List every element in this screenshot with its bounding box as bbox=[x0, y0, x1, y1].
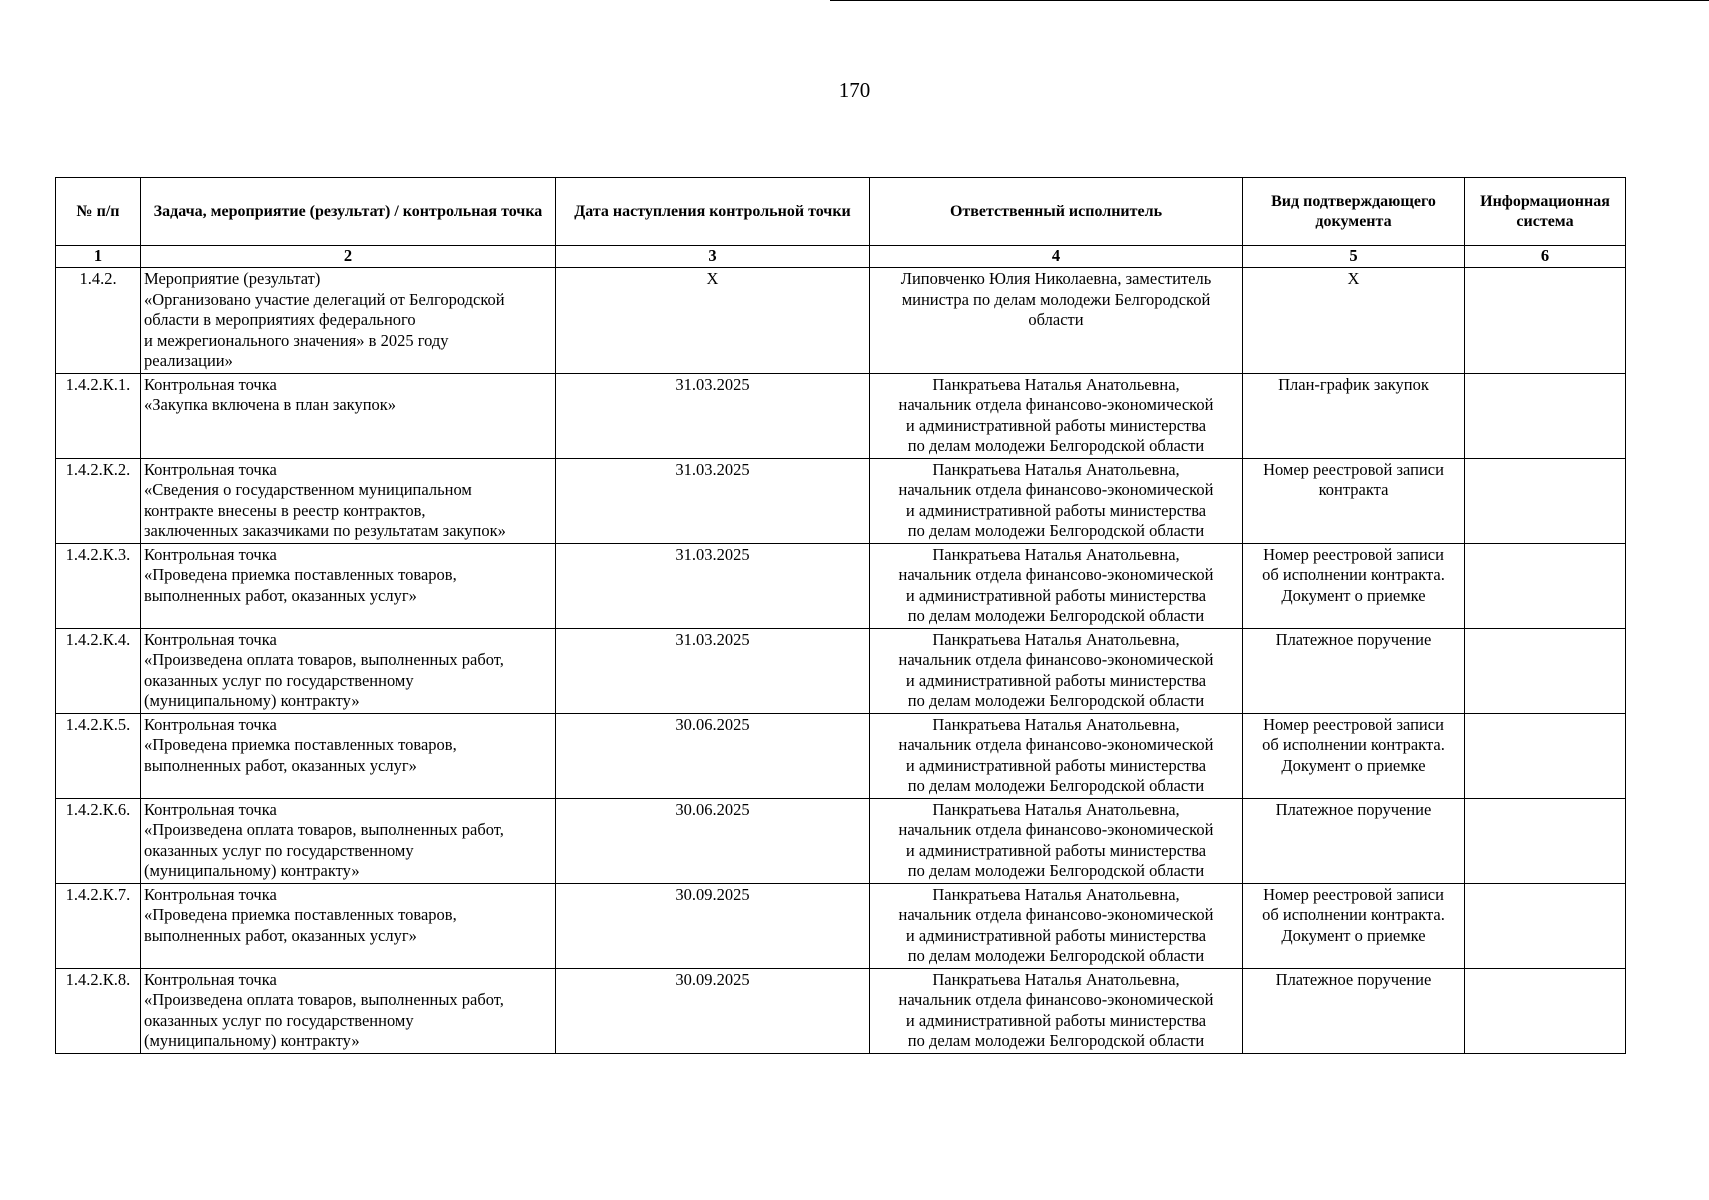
date-cell: 30.09.2025 bbox=[556, 883, 870, 968]
responsible-text-line: по делам молодежи Белгородской области bbox=[907, 1031, 1205, 1050]
date-cell: 30.06.2025 bbox=[556, 713, 870, 798]
responsible-text-line: Липовченко Юлия Николаевна, заместитель bbox=[900, 269, 1212, 288]
doc-text-line: Платежное поручение bbox=[1275, 799, 1432, 819]
task-text-line: Контрольная точка bbox=[144, 714, 277, 734]
task-text-line: «Проведена приемка поставленных товаров, bbox=[144, 565, 457, 584]
table-row bbox=[56, 373, 1626, 458]
task-text-line: Контрольная точка bbox=[144, 629, 277, 649]
task-text-line: (муниципальному) контракту» bbox=[144, 691, 360, 710]
task-cell bbox=[141, 883, 556, 968]
column-number: 5 bbox=[1243, 246, 1465, 268]
table-row bbox=[56, 458, 1626, 543]
responsible-text-line: по делам молодежи Белгородской области bbox=[907, 946, 1205, 965]
task-cell bbox=[141, 968, 556, 1053]
task-text-line: оказанных услуг по государственному bbox=[144, 840, 414, 860]
doc-text-line: Платежное поручение bbox=[1275, 629, 1432, 649]
doc-type-cell bbox=[1243, 713, 1465, 798]
responsible-cell bbox=[870, 628, 1243, 713]
responsible-text-line: по делам молодежи Белгородской области bbox=[907, 521, 1205, 540]
table-row bbox=[56, 543, 1626, 628]
responsible-text-line: Панкратьева Наталья Анатольевна, bbox=[932, 969, 1180, 989]
responsible-text-line: и административной работы министерства bbox=[905, 415, 1207, 435]
responsible-text-line: начальник отдела финансово-экономической bbox=[898, 395, 1214, 414]
row-number: 1.4.2.К.3. bbox=[56, 543, 141, 628]
header-date: Дата наступления контрольной точки bbox=[556, 178, 870, 246]
responsible-text-line: начальник отдела финансово-экономической bbox=[898, 990, 1214, 1009]
doc-text-line: об исполнении контракта. bbox=[1262, 905, 1445, 924]
responsible-text-line: Панкратьева Наталья Анатольевна, bbox=[932, 629, 1180, 649]
task-cell bbox=[141, 713, 556, 798]
row-number: 1.4.2.К.4. bbox=[56, 628, 141, 713]
responsible-text-line: Панкратьева Наталья Анатольевна, bbox=[932, 714, 1180, 734]
header-doc-type: Вид подтверждающего документа bbox=[1243, 178, 1465, 246]
date-cell: 31.03.2025 bbox=[556, 628, 870, 713]
task-text-line: Контрольная точка bbox=[144, 544, 277, 564]
row-number: 1.4.2.К.2. bbox=[56, 458, 141, 543]
column-number: 1 bbox=[56, 246, 141, 268]
responsible-cell bbox=[870, 968, 1243, 1053]
doc-type-cell bbox=[1243, 968, 1465, 1053]
task-text-line: «Сведения о государственном муниципальном bbox=[144, 480, 472, 499]
table-row bbox=[56, 883, 1626, 968]
doc-text-line: Номер реестровой записи bbox=[1263, 714, 1444, 734]
task-text-line: «Организовано участие делегаций от Белгородской bbox=[144, 289, 505, 309]
responsible-text-line: по делам молодежи Белгородской области bbox=[907, 861, 1205, 880]
header-info-system: Информационная система bbox=[1465, 178, 1626, 246]
date-cell: 31.03.2025 bbox=[556, 458, 870, 543]
responsible-text-line: начальник отдела финансово-экономической bbox=[898, 905, 1214, 924]
task-text-line: реализации» bbox=[144, 351, 233, 370]
task-text-line: Контрольная точка bbox=[144, 459, 277, 479]
control-points-table bbox=[55, 177, 1626, 1054]
task-text-line: «Проведена приемка поставленных товаров, bbox=[144, 735, 457, 754]
table-row bbox=[56, 798, 1626, 883]
header-task: Задача, мероприятие (результат) / контрольная точка bbox=[141, 178, 556, 246]
responsible-text-line: по делам молодежи Белгородской области bbox=[907, 606, 1205, 625]
task-text-line: «Произведена оплата товаров, выполненных работ, bbox=[144, 990, 504, 1009]
row-number: 1.4.2.К.7. bbox=[56, 883, 141, 968]
responsible-text-line: Панкратьева Наталья Анатольевна, bbox=[932, 799, 1180, 819]
info-system-cell bbox=[1465, 968, 1626, 1053]
row-number: 1.4.2.К.5. bbox=[56, 713, 141, 798]
responsible-cell bbox=[870, 883, 1243, 968]
responsible-cell bbox=[870, 373, 1243, 458]
date-cell: 30.06.2025 bbox=[556, 798, 870, 883]
task-text-line: «Произведена оплата товаров, выполненных работ, bbox=[144, 650, 504, 669]
info-system-cell bbox=[1465, 543, 1626, 628]
info-system-cell bbox=[1465, 713, 1626, 798]
doc-text-line: Номер реестровой записи bbox=[1263, 459, 1444, 479]
doc-type-cell bbox=[1243, 628, 1465, 713]
responsible-cell bbox=[870, 268, 1243, 374]
doc-text-line: об исполнении контракта. bbox=[1262, 565, 1445, 584]
task-text-line: (муниципальному) контракту» bbox=[144, 861, 360, 880]
info-system-cell bbox=[1465, 373, 1626, 458]
task-text-line: Контрольная точка bbox=[144, 374, 277, 394]
doc-text-line: Номер реестровой записи bbox=[1263, 544, 1444, 564]
table-row bbox=[56, 268, 1626, 374]
task-cell bbox=[141, 543, 556, 628]
responsible-text-line: области bbox=[1028, 310, 1084, 329]
info-system-cell bbox=[1465, 268, 1626, 374]
info-system-cell bbox=[1465, 798, 1626, 883]
header-num: № п/п bbox=[56, 178, 141, 246]
responsible-text-line: и административной работы министерства bbox=[905, 500, 1207, 520]
task-cell bbox=[141, 373, 556, 458]
responsible-cell bbox=[870, 798, 1243, 883]
responsible-text-line: и административной работы министерства bbox=[905, 670, 1207, 690]
doc-text-line: Платежное поручение bbox=[1275, 969, 1432, 989]
task-text-line: выполненных работ, оказанных услуг» bbox=[144, 755, 417, 775]
doc-type-cell: Х bbox=[1243, 268, 1465, 374]
doc-type-cell bbox=[1243, 458, 1465, 543]
responsible-text-line: начальник отдела финансово-экономической bbox=[898, 735, 1214, 754]
task-text-line: Контрольная точка bbox=[144, 799, 277, 819]
doc-type-cell bbox=[1243, 373, 1465, 458]
responsible-cell bbox=[870, 458, 1243, 543]
responsible-text-line: начальник отдела финансово-экономической bbox=[898, 480, 1214, 499]
column-number: 6 bbox=[1465, 246, 1626, 268]
task-cell bbox=[141, 458, 556, 543]
row-number: 1.4.2. bbox=[56, 268, 141, 374]
table-row bbox=[56, 628, 1626, 713]
info-system-cell bbox=[1465, 883, 1626, 968]
doc-text-line: План-график закупок bbox=[1278, 374, 1429, 394]
doc-text-line: Документ о приемке bbox=[1281, 925, 1426, 945]
table-row bbox=[56, 713, 1626, 798]
task-text-line: «Произведена оплата товаров, выполненных работ, bbox=[144, 820, 504, 839]
task-text-line: оказанных услуг по государственному bbox=[144, 670, 414, 690]
date-cell: 31.03.2025 bbox=[556, 543, 870, 628]
table-row bbox=[56, 968, 1626, 1053]
responsible-text-line: и административной работы министерства bbox=[905, 585, 1207, 605]
responsible-cell bbox=[870, 543, 1243, 628]
page-number: 170 bbox=[838, 78, 871, 102]
info-system-cell bbox=[1465, 628, 1626, 713]
doc-text-line: об исполнении контракта. bbox=[1262, 735, 1445, 754]
responsible-text-line: по делам молодежи Белгородской области bbox=[907, 436, 1205, 455]
task-cell bbox=[141, 628, 556, 713]
responsible-text-line: и административной работы министерства bbox=[905, 840, 1207, 860]
column-number-row bbox=[56, 246, 1626, 268]
doc-text-line: контракта bbox=[1318, 480, 1389, 499]
doc-type-cell bbox=[1243, 883, 1465, 968]
row-number: 1.4.2.К.8. bbox=[56, 968, 141, 1053]
task-text-line: (муниципальному) контракту» bbox=[144, 1031, 360, 1050]
responsible-text-line: начальник отдела финансово-экономической bbox=[898, 820, 1214, 839]
responsible-text-line: министра по делам молодежи Белгородской bbox=[901, 289, 1211, 309]
responsible-text-line: и административной работы министерства bbox=[905, 755, 1207, 775]
table-body bbox=[56, 268, 1626, 1054]
header-responsible: Ответственный исполнитель bbox=[870, 178, 1243, 246]
responsible-text-line: и административной работы министерства bbox=[905, 925, 1207, 945]
responsible-text-line: Панкратьева Наталья Анатольевна, bbox=[932, 544, 1180, 564]
task-text-line: выполненных работ, оказанных услуг» bbox=[144, 585, 417, 605]
task-text-line: контракте внесены в реестр контрактов, bbox=[144, 500, 426, 520]
responsible-cell bbox=[870, 713, 1243, 798]
responsible-text-line: Панкратьева Наталья Анатольевна, bbox=[932, 459, 1180, 479]
column-number: 2 bbox=[141, 246, 556, 268]
row-number: 1.4.2.К.1. bbox=[56, 373, 141, 458]
responsible-text-line: начальник отдела финансово-экономической bbox=[898, 650, 1214, 669]
task-cell bbox=[141, 268, 556, 374]
task-text-line: «Проведена приемка поставленных товаров, bbox=[144, 905, 457, 924]
doc-text-line: Документ о приемке bbox=[1281, 585, 1426, 605]
table-header-row bbox=[56, 178, 1626, 246]
row-number: 1.4.2.К.6. bbox=[56, 798, 141, 883]
doc-type-cell bbox=[1243, 798, 1465, 883]
responsible-text-line: Панкратьева Наталья Анатольевна, bbox=[932, 884, 1180, 904]
responsible-text-line: начальник отдела финансово-экономической bbox=[898, 565, 1214, 584]
task-text-line: Контрольная точка bbox=[144, 969, 277, 989]
task-text-line: оказанных услуг по государственному bbox=[144, 1010, 414, 1030]
responsible-text-line: по делам молодежи Белгородской области bbox=[907, 691, 1205, 710]
date-cell: 30.09.2025 bbox=[556, 968, 870, 1053]
doc-type-cell bbox=[1243, 543, 1465, 628]
responsible-text-line: Панкратьева Наталья Анатольевна, bbox=[932, 374, 1180, 394]
doc-text-line: Документ о приемке bbox=[1281, 755, 1426, 775]
task-text-line: области в мероприятиях федерального bbox=[144, 310, 416, 329]
column-number: 4 bbox=[870, 246, 1243, 268]
task-text-line: выполненных работ, оказанных услуг» bbox=[144, 925, 417, 945]
info-system-cell bbox=[1465, 458, 1626, 543]
date-cell: 31.03.2025 bbox=[556, 373, 870, 458]
responsible-text-line: по делам молодежи Белгородской области bbox=[907, 776, 1205, 795]
responsible-text-line: и административной работы министерства bbox=[905, 1010, 1207, 1030]
top-border-line bbox=[830, 0, 1709, 1]
task-text-line: Контрольная точка bbox=[144, 884, 277, 904]
task-text-line: Мероприятие (результат) bbox=[144, 269, 321, 288]
task-cell bbox=[141, 798, 556, 883]
date-cell: Х bbox=[556, 268, 870, 374]
column-number: 3 bbox=[556, 246, 870, 268]
task-text-line: заключенных заказчиками по результатам закупок» bbox=[144, 521, 506, 540]
doc-text-line: Номер реестровой записи bbox=[1263, 884, 1444, 904]
task-text-line: и межрегионального значения» в 2025 году bbox=[144, 330, 449, 350]
task-text-line: «Закупка включена в план закупок» bbox=[144, 395, 397, 414]
